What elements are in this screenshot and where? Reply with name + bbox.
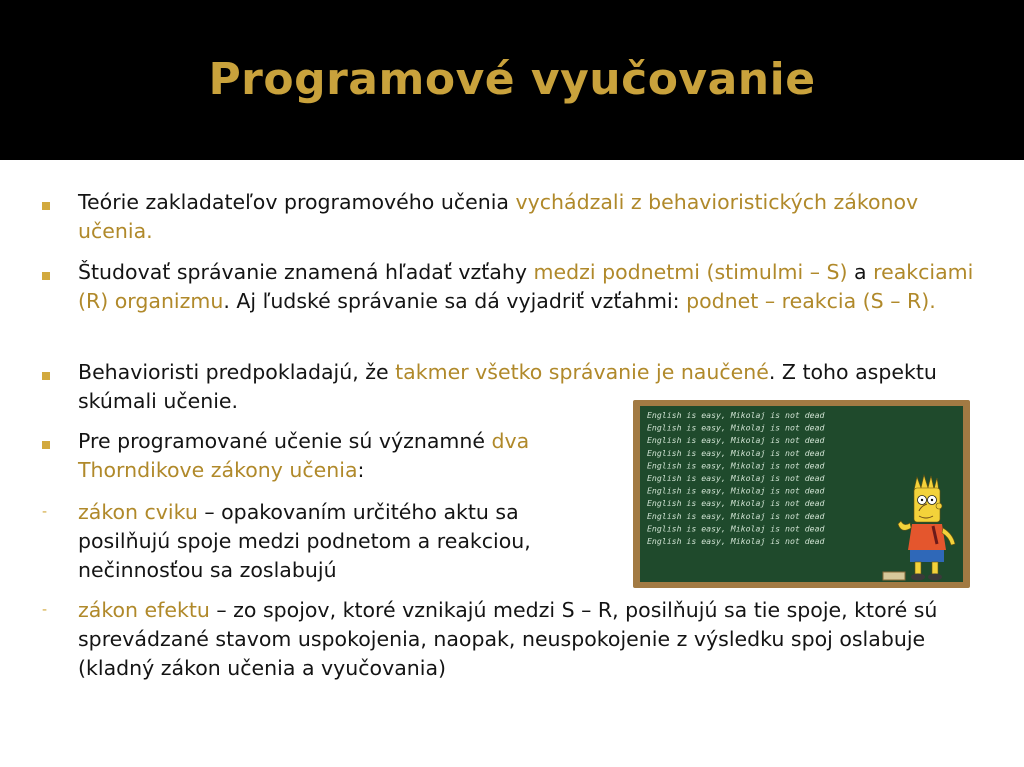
text-segment: Študovať správanie znamená hľadať vzťahy: [78, 260, 534, 284]
highlighted-text: zákon cviku: [78, 500, 198, 524]
text-segment: . Z toho aspektu skúmali učenie.: [78, 360, 937, 413]
text-segment: :: [357, 458, 365, 482]
bullet-text: [78, 498, 608, 585]
chalk-line: English is easy, Mikolaj is not dead: [647, 473, 825, 483]
bullet-text: [78, 188, 958, 246]
eraser: [883, 572, 905, 580]
text-segment: Pre programované učenie sú významné: [78, 429, 492, 453]
highlighted-text: dva Thorndikove zákony učenia: [78, 429, 530, 482]
slide-title: Programové vyučovanie: [208, 54, 816, 105]
bullet-text: [78, 427, 613, 485]
highlighted-text: medzi podnetmi (stimulmi – S): [533, 260, 848, 284]
chalk-line: English is easy, Mikolaj is not dead: [647, 510, 825, 521]
chalkboard-image: [633, 400, 970, 588]
text-segment: Teórie zakladateľov programového učenia: [78, 190, 516, 214]
text-segment: a: [847, 260, 874, 284]
highlighted-text: zákon efektu: [78, 598, 210, 622]
chalk-line: English is easy, Mikolaj is not dead: [647, 447, 825, 458]
chalk-lines: [647, 410, 826, 546]
chalk-line: English is easy, Mikolaj is not dead: [647, 435, 825, 446]
highlighted-text: takmer všetko správanie je naučené: [395, 360, 769, 384]
chalk-line: English is easy, Mikolaj is not dead: [647, 498, 825, 509]
highlighted-text: reakciami (R) organizmu: [78, 260, 974, 313]
bullet-marker-square: [42, 192, 62, 210]
bullet-text: [78, 258, 998, 316]
bullet-marker-square: [42, 362, 62, 380]
text-segment: . Aj ľudské správanie sa dá vyjadriť vzťahmi:: [223, 289, 687, 313]
highlighted-text: podnet – reakcia (S – R).: [686, 289, 936, 313]
text-segment: Behavioristi predpokladajú, že: [78, 360, 396, 384]
chalk-line: English is easy, Mikolaj is not dead: [647, 422, 825, 433]
chalk-line: English is easy, Mikolaj is not dead: [647, 410, 825, 420]
chalk-line: English is easy, Mikolaj is not dead: [647, 536, 825, 546]
title-bar: [0, 0, 1024, 160]
bullet-marker-square: [42, 431, 62, 449]
bullet-marker-square: [42, 262, 62, 280]
highlighted-text: vychádzali z behavioristických zákonov učenia.: [78, 190, 919, 243]
bullet-text: [78, 596, 1003, 683]
bullet-marker-dash: -: [42, 602, 48, 618]
text-segment: – zo spojov, ktoré vznikajú medzi S – R, posilňujú sa tie spoje, ktoré sú sprevádzané stavom uspokojenia, naopak, neuspokojenie z výsledku spoj oslabuje (kladný zákon učenia a vyučovania): [78, 598, 938, 680]
text-segment: – opakovaním určitého aktu sa posilňujú spoje medzi podnetom a reakciou, nečinnosťou sa zoslabujú: [78, 500, 531, 582]
chalk-line: English is easy, Mikolaj is not dead: [647, 460, 825, 471]
chalk-line: English is easy, Mikolaj is not dead: [647, 485, 825, 496]
chalk-line: English is easy, Mikolaj is not dead: [647, 523, 825, 534]
bullet-marker-dash: -: [42, 504, 48, 520]
